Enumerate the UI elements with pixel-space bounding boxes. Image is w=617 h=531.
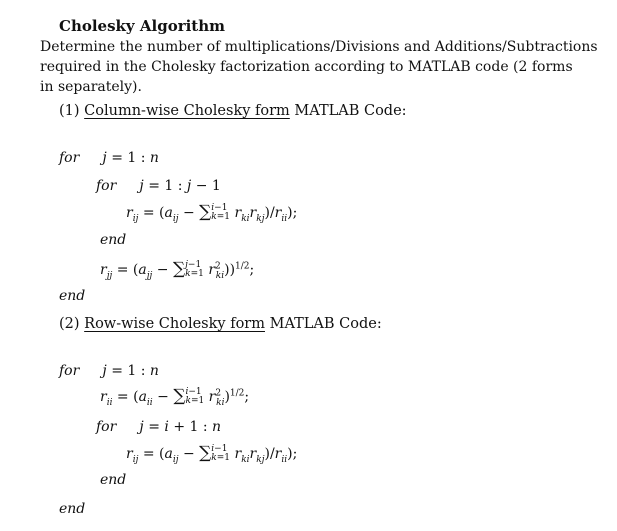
formula-r-ii: $r_{ii} = (a_{ii}$ − ∑ i−1 k=1 $r^2_{ki})^{1/2}$; [100, 386, 250, 408]
section-1-number: (1) [59, 103, 80, 119]
end-keyword: end [59, 288, 86, 304]
formula-r-jj: $r_{jj} = (a_{jj}$ − ∑ j−1 k=1 $r^2_{ki}))^{1/2}$; [100, 259, 255, 281]
end-keyword: end [100, 232, 127, 248]
section-2-heading [59, 316, 382, 332]
code-line-for-j-inner: for j = i + 1 : n [96, 419, 222, 435]
section-1-heading [59, 103, 407, 119]
code-line-for-j: for j = 1 : n [59, 363, 159, 379]
for-keyword: for [96, 178, 117, 194]
code-line-for-j: for j = 1 : n [59, 150, 159, 166]
formula-r-ij: $r_{ij} = (a_{ij}$ − ∑ i−1 k=1 $r_{ki}r_{kj})/r_{ii}$); [126, 202, 298, 224]
section-2-suffix: MATLAB Code: [269, 316, 382, 332]
section-2-number: (2) [59, 316, 80, 332]
end-keyword: end [100, 472, 127, 488]
intro-line: required in the Cholesky factorization according to MATLAB code (2 forms [40, 59, 573, 75]
intro-paragraph [40, 37, 598, 97]
intro-line: Determine the number of multiplications/Divisions and Additions/Subtractions [40, 39, 598, 55]
section-1-suffix: MATLAB Code: [294, 103, 407, 119]
for-keyword: for [96, 419, 117, 435]
section-1-title-link[interactable]: Column-wise Cholesky form [84, 103, 290, 119]
code-line-for-i: for j = 1 : j − 1 [96, 178, 221, 194]
end-keyword: end [59, 501, 86, 517]
for-keyword: for [59, 363, 80, 379]
intro-line: in separately). [40, 79, 142, 95]
page-title: Cholesky Algorithm [59, 17, 226, 35]
formula-r-ij-row: $r_{ij} = (a_{ij}$ − ∑ i−1 k=1 $r_{ki}r_{kj})/r_{ii}$); [126, 443, 298, 465]
for-keyword: for [59, 150, 80, 166]
section-2-title-link[interactable]: Row-wise Cholesky form [84, 316, 265, 332]
